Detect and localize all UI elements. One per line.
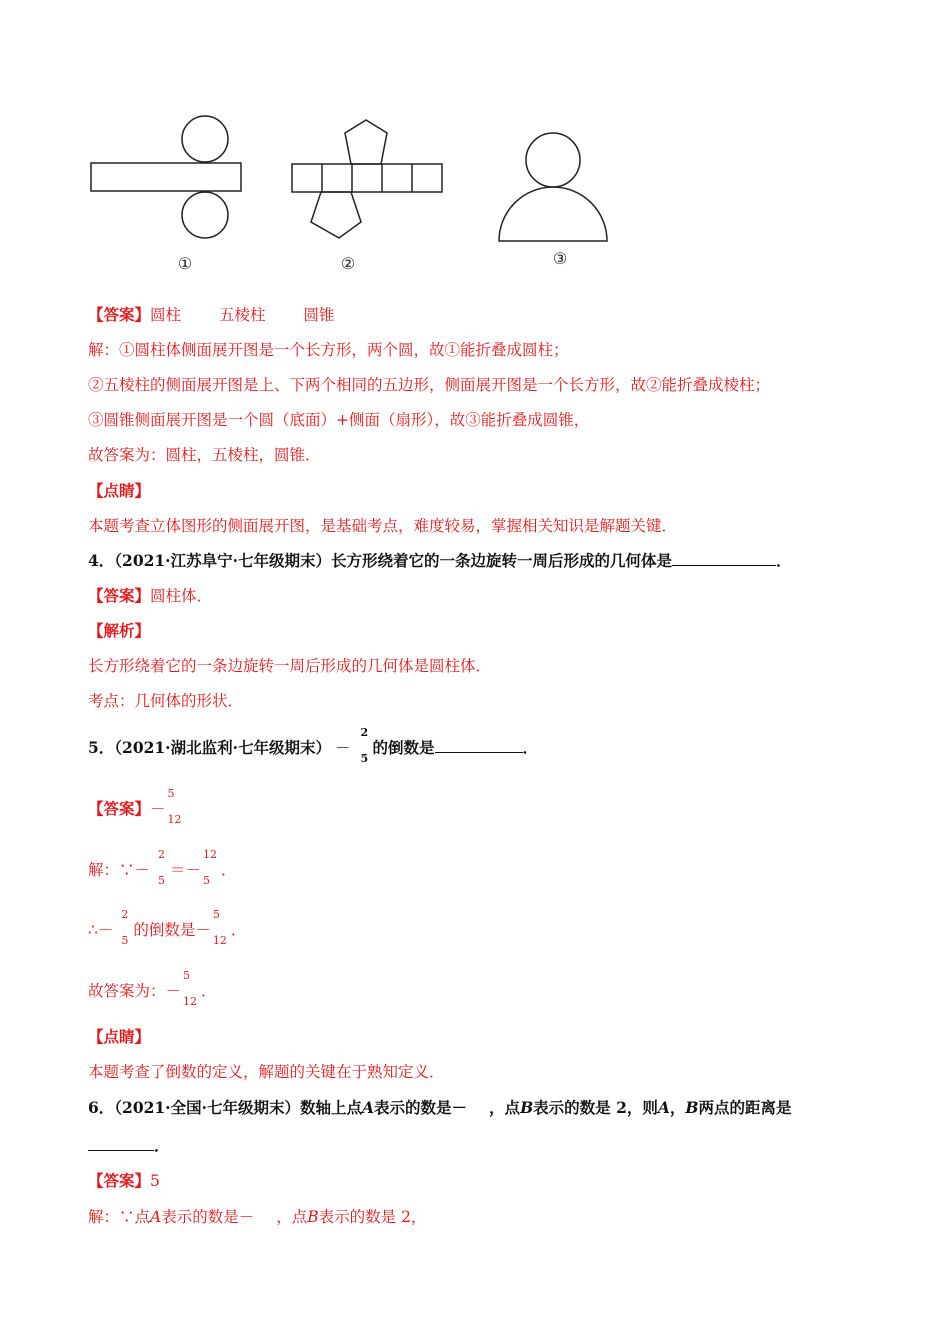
q6-text-e: ， [669, 1098, 686, 1117]
q5-final-dot: ． [201, 982, 217, 1000]
q4-source: （2021·江苏阜宁·七年级期末） [114, 551, 331, 570]
q4-analysis-tag: 【解析】 [88, 621, 151, 640]
q5-number: 5． [88, 738, 115, 757]
q5-comment-tag: 【点睛】 [88, 1027, 151, 1046]
q3-comment-tag: 【点睛】 [88, 481, 151, 500]
q4-analysis: 长方形绕着它的一条边旋转一周后形成的几何体是圆柱体． [88, 657, 492, 675]
q5-sol-fraction-2-num: 12 [203, 848, 218, 861]
q5-final-num: 5 [183, 969, 191, 982]
q5-therefore: ∴－ [88, 921, 114, 939]
answer-tag: 【答案】 [88, 799, 151, 818]
answer-3: 圆锥 [303, 306, 335, 324]
q5-answer [88, 787, 186, 826]
q3-comment: 本题考查立体图形的侧面展开图，是基础考点，难度较易，掌握相关知识是解题关键． [88, 517, 678, 535]
q3-solution-line-3: ③圆锥侧面展开图是一个圆（底面）+侧面（扇形），故③能折叠成圆锥， [88, 411, 590, 429]
q3-solution-line-4: 故答案为：圆柱，五棱柱，圆锥． [88, 446, 321, 464]
q5-sol-fraction-2-den: 5 [203, 874, 211, 887]
q5-reciprocal-num: 5 [212, 908, 220, 921]
q6-answer [88, 1171, 160, 1191]
q4-end: ． [776, 551, 792, 570]
q5-answer-numerator: 5 [167, 787, 175, 800]
q6-sol-b: 表示的数是－ [161, 1208, 255, 1226]
net-figures [0, 0, 950, 290]
q4-text: 长方形绕着它的一条边旋转一周后形成的几何体是 [330, 551, 672, 570]
q6-point-b: B [520, 1098, 534, 1117]
q5-sol-eq: ＝－ [170, 861, 202, 879]
q5-final-answer [88, 969, 217, 1008]
answer-tag: 【答案】 [88, 586, 151, 605]
q6-text-b: 表示的数是－ [374, 1098, 468, 1117]
q5-text: 的倒数是 [372, 738, 435, 757]
q5-fraction [359, 726, 373, 765]
q6-question [88, 1098, 792, 1118]
q4-answer [88, 586, 212, 606]
q6-sol-point-b: B [307, 1208, 319, 1226]
q5-solution-line-2 [88, 908, 247, 947]
q4-answer-value: 圆柱体． [150, 587, 213, 605]
q5-fraction-denominator: 5 [360, 752, 369, 765]
q5-minus: － [334, 739, 351, 757]
q5-end: ． [522, 738, 539, 757]
q5-reciprocal-fraction [211, 908, 231, 947]
q5-final-fraction [181, 969, 201, 1008]
q6-blank-line [88, 1136, 170, 1156]
q6-text-c: ，点 [489, 1098, 521, 1117]
q6-point-b-2: B [685, 1098, 699, 1117]
q6-sol-a: 解：∵点 [88, 1208, 151, 1226]
q6-source: （2021·全国·七年级期末） [114, 1098, 300, 1117]
q5-solution-line-1 [88, 848, 237, 887]
q4-question [88, 551, 792, 571]
q6-sol-c: ，点 [276, 1208, 308, 1226]
q5-source: （2021·湖北监利·七年级期末） [114, 738, 331, 757]
q5-therefore-fraction [119, 908, 133, 947]
q3-solution-line-2: ②五棱柱的侧面展开图是上、下两个相同的五边形，侧面展开图是一个长方形，故②能折叠成棱柱； [88, 376, 771, 394]
q5-sol-dot: ． [221, 861, 237, 879]
q4-answer-blank [672, 551, 776, 566]
q5-reciprocal: 的倒数是－ [133, 921, 211, 939]
q3-answer [88, 305, 335, 325]
q5-sol-fraction-1-den: 5 [158, 874, 166, 887]
q6-sol-point-a: A [150, 1208, 162, 1226]
figure-label-2: ② [340, 254, 356, 273]
q5-sol-prefix: 解：∵－ [88, 861, 151, 879]
q5-comment: 本题考查了倒数的定义，解题的关键在于熟知定义． [88, 1063, 445, 1081]
answer-2: 五棱柱 [219, 306, 266, 324]
q6-point-a-2: A [657, 1098, 670, 1117]
q5-sol-fraction-1-num: 2 [158, 848, 166, 861]
q6-end: ． [154, 1136, 170, 1155]
q4-number: 4． [88, 551, 115, 570]
q6-text-d: 表示的数是 2，则 [533, 1098, 658, 1117]
q5-answer-blank [435, 738, 523, 753]
answer-1: 圆柱 [150, 306, 182, 324]
q5-answer-minus: － [150, 800, 166, 818]
q6-answer-blank [88, 1136, 154, 1151]
q5-therefore-den: 5 [121, 934, 129, 947]
q5-sol-fraction-1 [156, 848, 170, 887]
q5-sol-dot-2: ． [230, 921, 247, 939]
figure-label-3: ③ [552, 249, 568, 268]
cylinder-net [91, 116, 241, 238]
q5-therefore-num: 2 [121, 908, 129, 921]
cone-net [499, 133, 607, 241]
q5-final-den: 12 [183, 995, 198, 1008]
q5-question [88, 726, 539, 765]
q6-sol-d: 表示的数是 2， [318, 1208, 427, 1226]
q6-text-a: 数轴上点 [299, 1098, 362, 1117]
q5-sol-fraction-2 [201, 848, 221, 887]
q3-solution-line-1: 解：①圆柱体侧面展开图是一个长方形，两个圆，故①能折叠成圆柱； [88, 341, 569, 359]
q5-fraction-numerator: 2 [360, 726, 369, 739]
q5-reciprocal-den: 12 [212, 934, 227, 947]
q6-number: 6． [88, 1098, 115, 1117]
q5-answer-fraction [166, 787, 186, 826]
answer-tag: 【答案】 [88, 1171, 151, 1190]
q4-point: 考点：几何体的形状． [88, 692, 244, 710]
q6-solution-line-1 [88, 1207, 426, 1227]
q6-point-a: A [362, 1098, 375, 1117]
q5-final-prefix: 故答案为：－ [88, 982, 182, 1000]
q5-answer-denominator: 12 [167, 813, 182, 826]
answer-tag: 【答案】 [88, 305, 151, 324]
pentagonal-prism-net [292, 120, 442, 238]
q6-answer-value: 5 [150, 1172, 160, 1190]
figure-label-1: ① [177, 254, 193, 273]
q6-text-f: 两点的距离是 [698, 1098, 792, 1117]
